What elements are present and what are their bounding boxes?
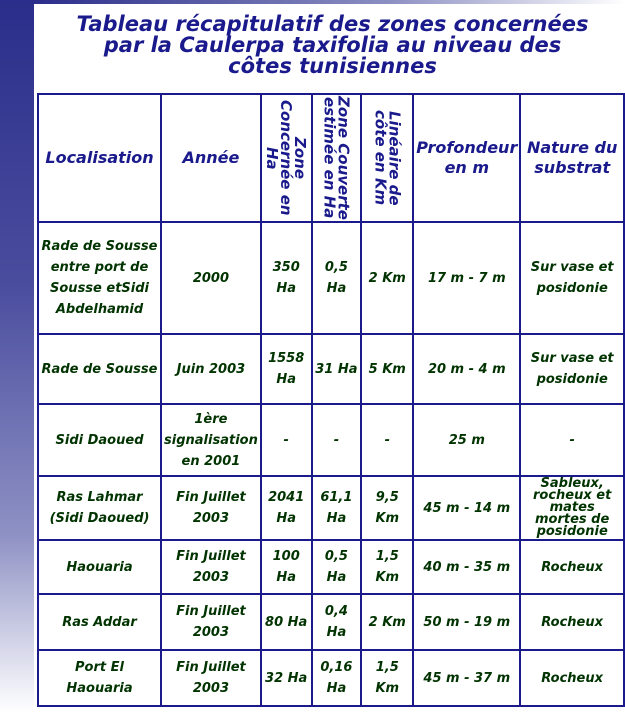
title-line-1: Tableau récapitulatif des zones concernées <box>76 12 589 36</box>
cell-lineaire: 1,5 Km <box>361 540 413 594</box>
cell-zone-concernee: 2041 Ha <box>261 476 312 540</box>
cell-annee: Fin Juillet 2003 <box>161 594 261 650</box>
title-line-3: côtes tunisiennes <box>228 54 437 78</box>
cell-nature: Rocheux <box>520 594 624 650</box>
cell-zone-couverte: - <box>312 404 362 476</box>
header-zone-concernee: Zone Concernée en Ha <box>261 94 312 222</box>
cell-localisation: Rade de Sousse <box>38 334 161 404</box>
cell-zone-couverte: 31 Ha <box>312 334 362 404</box>
cell-localisation: Sidi Daoued <box>38 404 161 476</box>
header-annee: Année <box>161 94 261 222</box>
page-title <box>40 14 625 77</box>
cell-zone-concernee: 80 Ha <box>261 594 312 650</box>
cell-nature: Rocheux <box>520 650 624 706</box>
cell-profondeur: 45 m - 37 m <box>413 650 520 706</box>
header-zone-couverte: Zone Couverte estimée en Ha <box>312 94 362 222</box>
header-profondeur: Profondeur en m <box>413 94 520 222</box>
title-line-2: par la Caulerpa taxifolia au niveau des <box>103 33 562 57</box>
cell-profondeur: 45 m - 14 m <box>413 476 520 540</box>
cell-localisation: Rade de Sousse entre port de Sousse etSidi Abdelhamid <box>38 222 161 334</box>
cell-nature: - <box>520 404 624 476</box>
cell-lineaire: - <box>361 404 413 476</box>
cell-zone-couverte: 61,1 Ha <box>312 476 362 540</box>
decorative-top-bar <box>34 0 625 4</box>
cell-zone-couverte: 0,16 Ha <box>312 650 362 706</box>
table-row <box>38 404 624 476</box>
cell-zone-concernee: 350 Ha <box>261 222 312 334</box>
table-row <box>38 540 624 594</box>
cell-zone-couverte: 0,5 Ha <box>312 540 362 594</box>
table-row <box>38 650 624 706</box>
cell-lineaire: 5 Km <box>361 334 413 404</box>
cell-zone-concernee: 32 Ha <box>261 650 312 706</box>
cell-profondeur: 25 m <box>413 404 520 476</box>
cell-localisation: Haouaria <box>38 540 161 594</box>
cell-zone-concernee: 100 Ha <box>261 540 312 594</box>
decorative-left-bar <box>0 0 34 713</box>
header-lineaire: Linéaire de côte en Km <box>361 94 413 222</box>
cell-lineaire: 1,5 Km <box>361 650 413 706</box>
cell-annee: Fin Juillet 2003 <box>161 650 261 706</box>
header-nature: Nature du substrat <box>520 94 624 222</box>
cell-annee: 1ère signalisation en 2001 <box>161 404 261 476</box>
cell-nature: Rocheux <box>520 540 624 594</box>
cell-zone-concernee: - <box>261 404 312 476</box>
cell-annee: Fin Juillet 2003 <box>161 476 261 540</box>
cell-lineaire: 2 Km <box>361 222 413 334</box>
header-localisation: Localisation <box>38 94 161 222</box>
table-row <box>38 476 624 540</box>
cell-annee: Juin 2003 <box>161 334 261 404</box>
cell-lineaire: 2 Km <box>361 594 413 650</box>
table-row <box>38 334 624 404</box>
table-row <box>38 594 624 650</box>
cell-profondeur: 40 m - 35 m <box>413 540 520 594</box>
cell-profondeur: 50 m - 19 m <box>413 594 520 650</box>
table-row <box>38 222 624 334</box>
cell-profondeur: 20 m - 4 m <box>413 334 520 404</box>
cell-annee: 2000 <box>161 222 261 334</box>
cell-localisation: Port El Haouaria <box>38 650 161 706</box>
cell-nature: Sableux, rocheux et mates mortes de posidonie <box>520 476 624 540</box>
cell-localisation: Ras Lahmar (Sidi Daoued) <box>38 476 161 540</box>
cell-zone-concernee: 1558 Ha <box>261 334 312 404</box>
cell-localisation: Ras Addar <box>38 594 161 650</box>
cell-lineaire: 9,5 Km <box>361 476 413 540</box>
cell-nature: Sur vase et posidonie <box>520 334 624 404</box>
cell-zone-couverte: 0,5 Ha <box>312 222 362 334</box>
summary-table <box>37 93 625 707</box>
cell-annee: Fin Juillet 2003 <box>161 540 261 594</box>
header-row <box>38 94 624 222</box>
cell-zone-couverte: 0,4 Ha <box>312 594 362 650</box>
cell-nature: Sur vase et posidonie <box>520 222 624 334</box>
cell-profondeur: 17 m - 7 m <box>413 222 520 334</box>
